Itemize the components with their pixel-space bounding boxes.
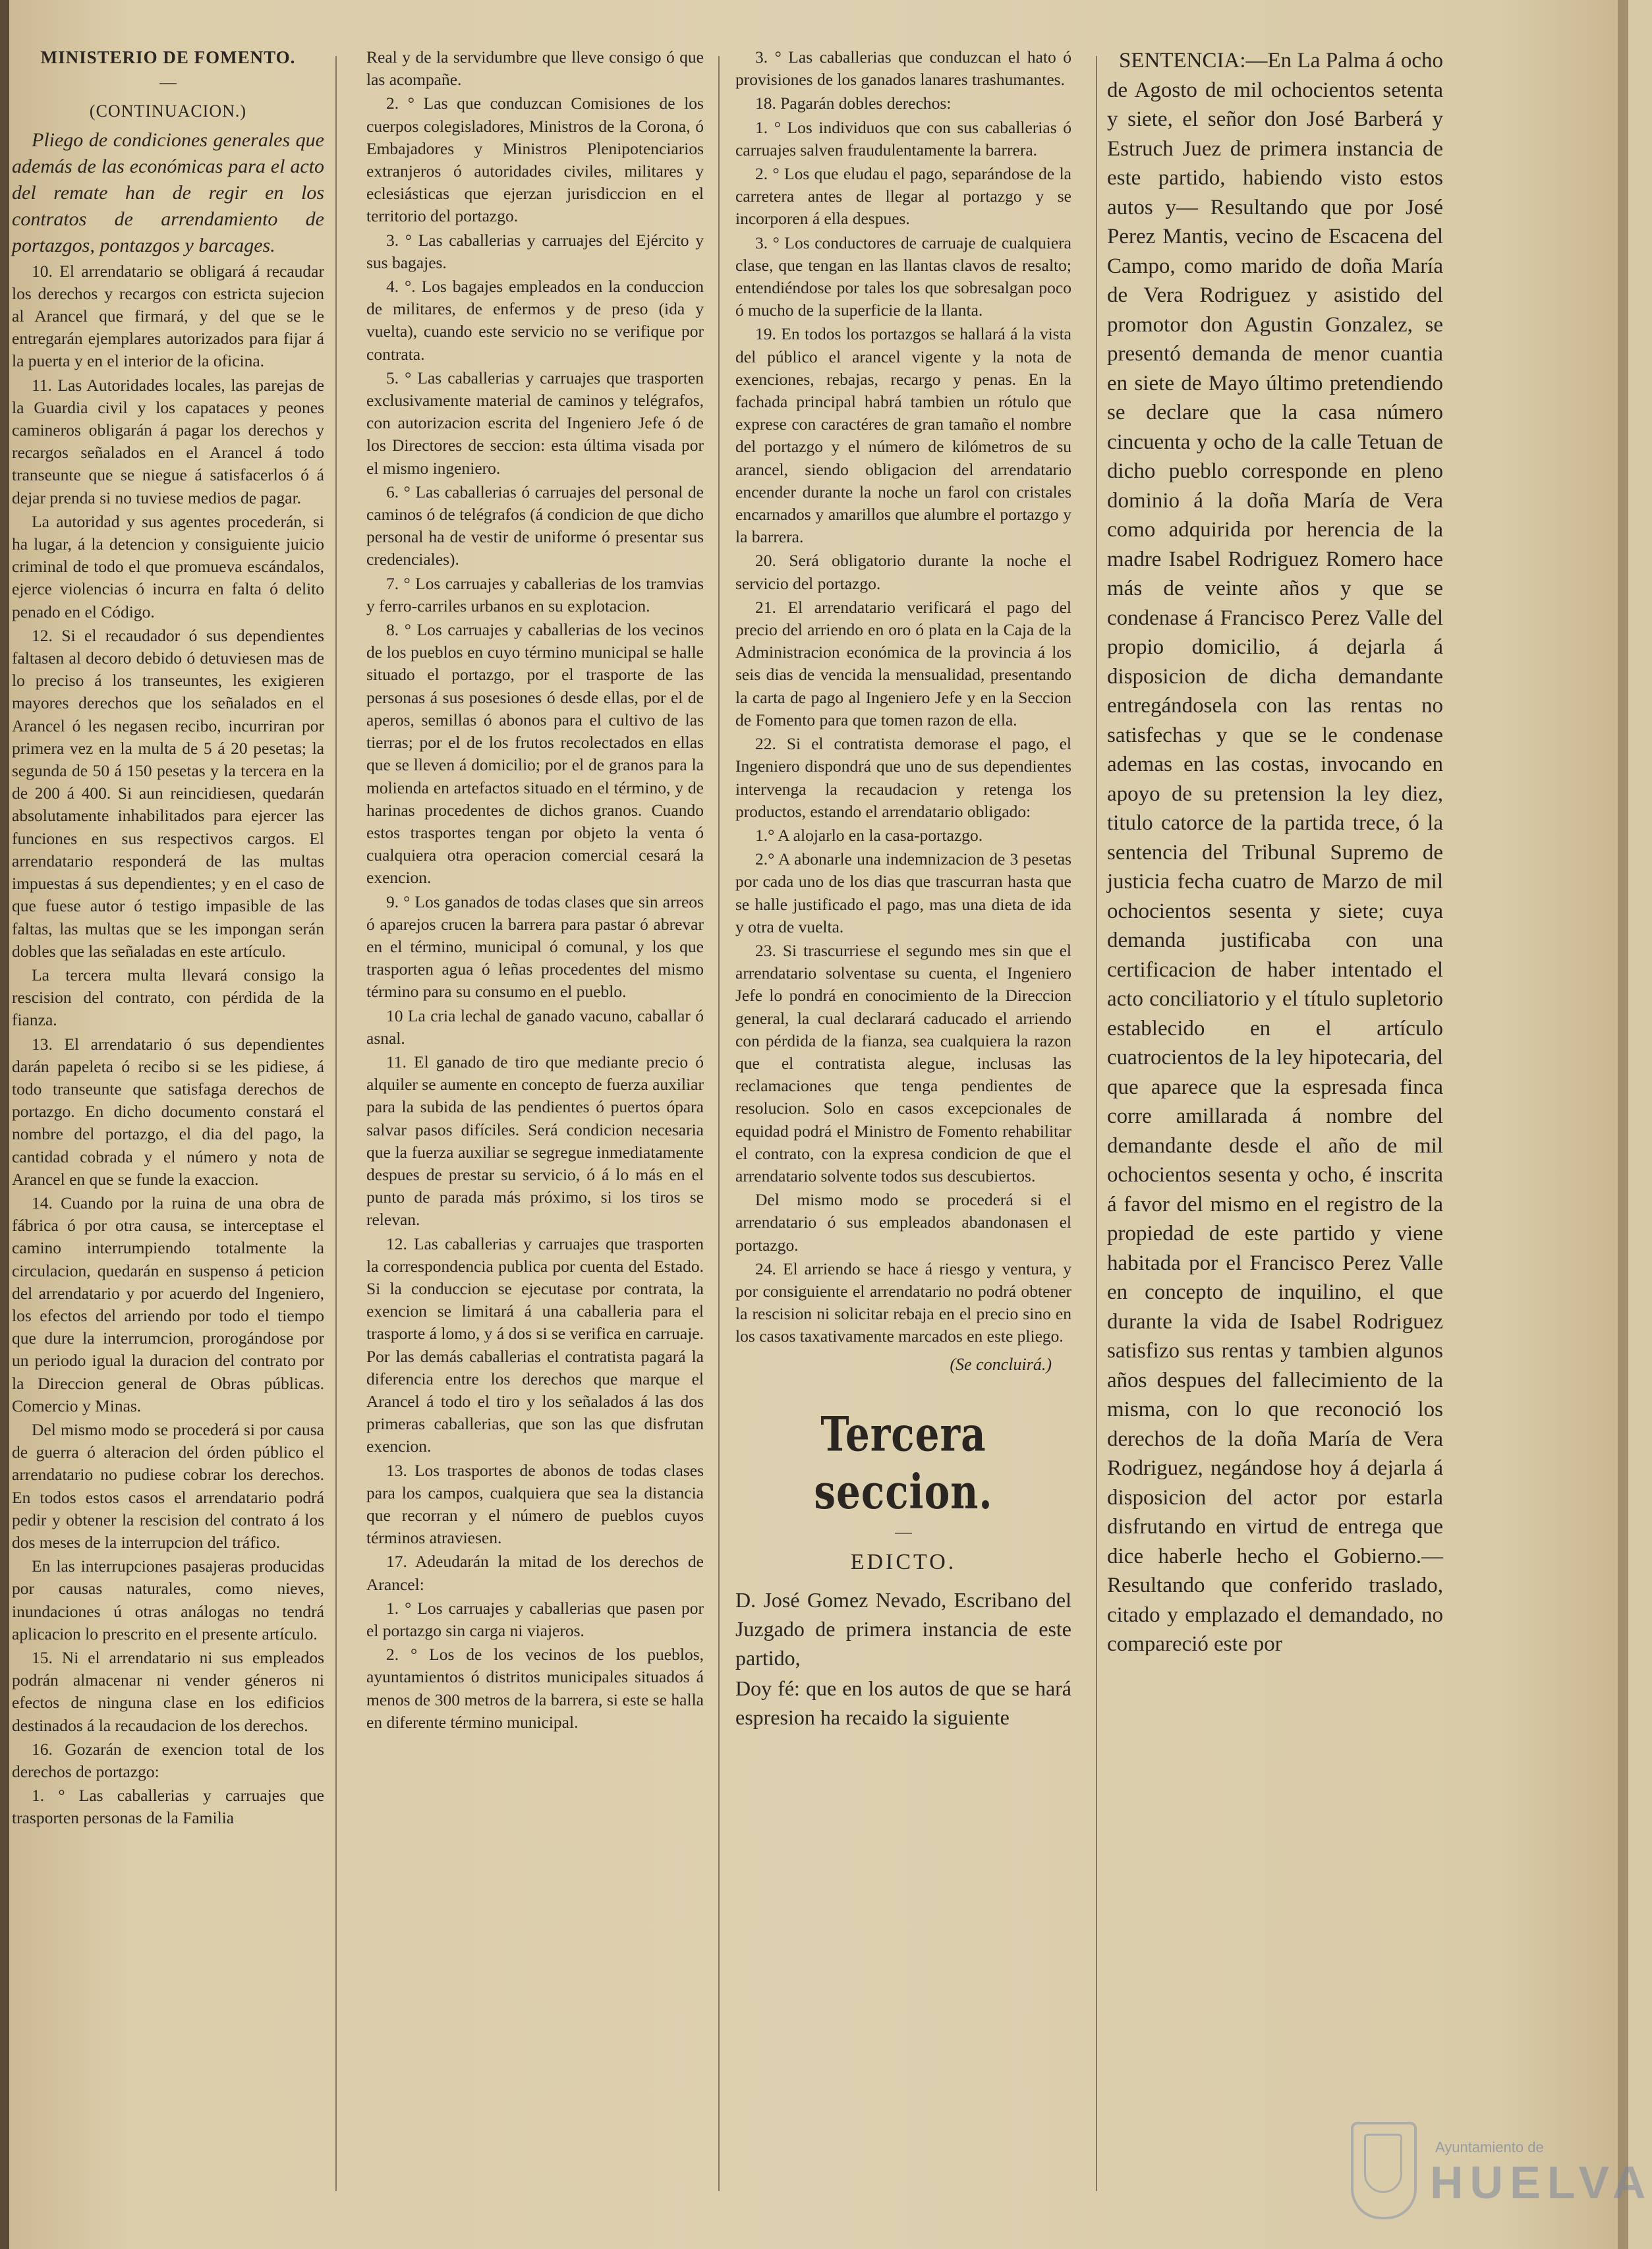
column-rule (718, 56, 720, 2191)
intro-italic: Pliego de condiciones generales que además de las económicas para el acto del remate han de regir en los contratos de arrendamiento de portazgos, pontazgos y barcages. (12, 128, 324, 256)
archive-watermark (1351, 2122, 1652, 2234)
paragraph: 13. Los trasportes de abonos de todas clases para los campos, cualquiera que sea la distancia que recorran y el número de pueblos cuyos términos atraviesen. (366, 1460, 704, 1548)
watermark-small-text: Ayuntamiento de (1435, 2139, 1544, 2155)
paragraph: 1. ° Los individuos que con sus caballerias ó carruajes salven fraudulentamente la barrera. (735, 117, 1071, 159)
paragraph: 2. ° Los de los vecinos de los pueblos, ayuntamientos ó distritos municipales situados á menos de 300 metros de la barrera, si este se halla en diferente término municipal. (366, 1645, 704, 1732)
column-rule (1096, 56, 1097, 2191)
paragraph: 12. Las caballerias y carruajes que trasporten la correspondencia publica por cuenta del Estado. Si la conduccion se ejecutase por contrata, la exencion se limitará á una caballeria para el trasporte á lomo, y á dos si se verifica en carruaje. Por las demás caballerias el contratista pagará la diferencia entre los derechos que marque el Arancel á todo el tiro y los señalados á las dos primeras caballerias, que son las que disfrutan exencion. (366, 1234, 704, 1456)
section-dash: — (895, 1522, 912, 1541)
paragraph: 10. El arrendatario se obligará á recaudar los derechos y recargos con estricta sujecion al Arancel que firmará, y del que se le entregarán ejemplares autorizados para fijar á la puerta y en el interior de la oficina. (12, 261, 324, 371)
paragraph: 12. Si el recaudador ó sus dependientes faltasen al decoro debido ó detuviesen mas de lo preciso á los transeuntes, les exigieren mayores derechos que los señalados en el Arancel ó les negasen recibo, incurriran por primera vez en la multa de 5 á 20 pesetas; la segunda de 50 á 150 pesetas y la tercera en la de 200 á 400. Si aun reincidiesen, quedarán absolutamente inhabilitados para ejercer las funciones en sus respectivos cargos. El arrendatario responderá de las multas impuestas á sus dependientes; y en el caso de que fuese autor ó testigo impasible de las faltas, las multas que se les impongan serán dobles que las señaladas en este artículo. (12, 625, 324, 961)
edicto-title: EDICTO. (850, 1549, 957, 1574)
paragraph: 11. Las Autoridades locales, las parejas de la Guardia civil y los capataces y peones camineros obligarán á pagar los derechos y recargos señalados en el Arancel á todo transeunte que se niegue á satisfacerlos ó á dejar prenda si no tuviese medios de pagar. (12, 375, 324, 507)
paragraph: 18. Pagarán dobles derechos: (755, 94, 952, 113)
watermark-city-text: HUELVA (1430, 2157, 1652, 2208)
paragraph: En las interrupciones pasajeras producidas por causas naturales, como nieves, inundaciones ú otras análogas no tendrá aplicacion lo prescrito en el presente artículo. (12, 1556, 324, 1643)
paragraph: La autoridad y sus agentes procederán, si ha lugar, á la detencion y consiguiente juicio criminal de todo el que promueva escándalos, ejerce violencias ó incurra en falta ó delito penado en el Código. (12, 511, 324, 621)
paragraph: 21. El arrendatario verificará el pago del precio del arriendo en oro ó plata en la Caja de la Administracion económica de la provincia á los seis dias de vencida la mensualidad, presentando la carta de pago al Ingeniero Jefe y en la Seccion de Fomento para que tomen razon de ella. (735, 597, 1071, 729)
paragraph: 1. ° Las caballerias y carruajes que trasporten personas de la Familia (12, 1786, 324, 1828)
page-edge-right (1618, 0, 1628, 2249)
paragraph: 14. Cuando por la ruina de una obra de fábrica ó por otra causa, se interceptase el camino interrumpiendo totalmente la circulacion, quedarán en suspenso á peticion del arrendatario y por acuerdo del Ingeniero, los efectos del arriendo por todo el tiempo que dure la interrumcion, prorogándose por un periodo igual la duracion del contrato por la Direccion general de Obras públicas. Comercio y Minas. (12, 1193, 324, 1415)
column-4 (1107, 46, 1443, 1661)
paragraph: 2.° A abonarle una indemnizacion de 3 pesetas por cada uno de los dias que trascurran hasta que se halle justificado el pago, mas una dieta de ida y otra de vuelta. (735, 849, 1071, 936)
paragraph: La tercera multa llevará consigo la rescision del contrato, con pérdida de la fianza. (12, 965, 324, 1030)
column-1 (12, 46, 324, 1831)
paragraph: 3. ° Las caballerias y carruajes del Ejército y sus bagajes. (366, 230, 704, 272)
paragraph: 1. ° Los carruajes y caballerias que pasen por el portazgo sin carga ni viajeros. (366, 1598, 704, 1641)
column-3 (735, 46, 1071, 1733)
paragraph: 8. ° Los carruajes y caballerias de los vecinos de los pueblos en cuyo término municipal se halle situado el portazgo, por el trasporte de las personas á sus posesiones ó desde ellas, por el de aperos, semillas ó abonos para el cultivo de las tierras; por el de los frutos recolectados en ellas que se lleven á domicilio; por el de granos para la molienda en artefactos situado en el término, y de harinas procedentes de dichos granos. Cuando estos trasportes tengan por objeto la venta ó cualquiera otra operacion comercial cesará la exencion. (366, 620, 704, 888)
edicto-paragraph: Doy fé: que en los autos de que se hará espresion ha recaido la siguiente (735, 1676, 1071, 1730)
crest-icon (1351, 2122, 1417, 2219)
paragraph: 16. Gozarán de exencion total de los derechos de portazgo: (12, 1739, 324, 1782)
edicto-paragraph: D. José Gomez Nevado, Escribano del Juzgado de primera instancia de este partido, (735, 1588, 1071, 1670)
paragraph: 19. En todos los portazgos se hallará á la vista del público el arancel vigente y la nota de exenciones, rebajas, recargo y penas. En la fachada principal habrá tambien un rótulo que exprese con caractéres de gran tamaño el nombre del portazgo y el número de kilómetros de su arancel, siendo obligacion del arrendatario encender durante la noche un farol con cristales encarnados y amarillos que alumbre el portazgo y la barrera. (735, 324, 1071, 547)
column-2 (366, 46, 704, 1735)
paragraph: 3. ° Los conductores de carruaje de cualquiera clase, que tengan en las llantas clavos de resalto; entendiéndose por tales los que sobresalgan poco ó mucho de la superficie de la llanta. (735, 233, 1071, 320)
page-edge-left (0, 0, 9, 2249)
continuation-label: (CONTINUACION.) (89, 101, 247, 121)
paragraph: 13. El arrendatario ó sus dependientes darán papeleta ó recibo si se les pidiese, á todo transeunte que satisfaga derechos de portazgo. En dicho documento constará el nombre del portazgo, el dia del pago, la cantidad cobrada y el número y nota de Arancel en que se funde la exaccion. (12, 1034, 324, 1189)
paragraph: 4. °. Los bagajes empleados en la conduccion de militares, de enfermos y de preso (ida y vuelta), cuando este servicio no se verifique por contrata. (366, 277, 704, 364)
header-dash: — (159, 72, 177, 92)
paragraph: 1.° A alojarlo en la casa-portazgo. (755, 825, 983, 845)
paragraph: 15. Ni el arrendatario ni sus empleados podrán almacenar ni vender géneros ni efectos de ninguna clase en los edificios destinados á la recaudacion de los derechos. (12, 1648, 324, 1735)
ministry-header: MINISTERIO DE FOMENTO. (40, 47, 296, 67)
paragraph: 2. ° Los que eludau el pago, separándose de la carretera antes de llegar al portazgo y se incorporen á ella despues. (735, 164, 1071, 229)
section-title: Tercera seccion. (814, 1406, 993, 1520)
paragraph: 23. Si trascurriese el segundo mes sin que el arrendatario solventase su cuenta, el Ingeniero Jefe lo pondrá en conocimiento de la Direccion general, la cual declarará caducado el arriendo con pérdida de la fianza, sea cualquiera la razon que el contratista alegue, inclusas las reclamaciones que tenga pendientes de resolucion. Solo en casos excepcionales de equidad podrá el Ministro de Fomento rehabilitar el contrato, con la expresa condicion de que el arrendatario solvente todos sus descubiertos. (735, 940, 1071, 1185)
paragraph: 10 La cria lechal de ganado vacuno, caballar ó asnal. (366, 1006, 704, 1048)
paragraph: 20. Será obligatorio durante la noche el servicio del portazgo. (735, 551, 1071, 593)
sentence-paragraph: SENTENCIA:—En La Palma á ocho de Agosto de mil ochocientos setenta y siete, el señor don José Barberá y Estruch Juez de primera instancia de este partido, habiendo visto estos autos y— Resultando que por José Perez Mantis, vecino de Escacena del Campo, como marido de doña María de Vera Rodriguez y asistido del promotor don Agustin Gonzalez, se presentó demanda de menor cuantia en siete de Mayo último pretendiendo se declare que la casa número cincuenta y ocho de la calle Tetuan de dicho pueblo corresponde en pleno dominio á la doña María de Vera como adquirida por herencia de la madre Isabel Rodriguez Romero hace más de veinte años y que se condenase á Francisco Perez Valle del propio domicilio, á dejarla á disposicion de dicha demandante entregándosela con las rentas no satisfechas y que se le condenase ademas en las costas, invocando en apoyo de su pretension la ley diez, titulo catorce de la partida trece, ó la sentencia del Tribunal Supremo de justicia fecha cuatro de Marzo de mil ochocientos sesenta y siete; cuya demanda justificaba con una certificacion de haber intentado el acto conciliatorio y el título supletorio establecido en el artículo cuatrocientos de la ley hipotecaria, del que aparece que la espresada finca corre amillarada á nombre del demandante desde el año de mil ochocientos sesenta y ocho, é inscrita á favor del mismo en el registro de la propiedad de este partido y viene habitada por el Francisco Perez Valle en concepto de inquilino, el que durante la vida de Isabel Rodriguez satisfizo sus rentas y tambien algunos años despues del fallecimiento de la misma, con lo que reconoció los derechos de la doña María de Vera Rodriguez, negándose hoy á dejarla á disposicion del actor por estarla disfrutando en virtud de entrega que dice haberle hecho el Gobierno.—Resultando que conferido traslado, citado y emplazado el demandado, no compareció este por (1107, 49, 1443, 1656)
paragraph: 11. El ganado de tiro que mediante precio ó alquiler se aumente en concepto de fuerza auxiliar para la subida de las pendientes ó puertos ópara salvar pasos difíciles. Será condicion necesaria que la fuerza auxiliar se segregue inmediatamente despues de prestar su servicio, ó á lo más en el punto de parada más próximo, si los tiros se relevan. (366, 1052, 704, 1230)
continued-note: (Se concluirá.) (950, 1354, 1052, 1374)
column-rule (335, 56, 337, 2191)
paragraph: 9. ° Los ganados de todas clases que sin arreos ó aparejos crucen la barrera para pastar ó abrevar en el término, municipal ó comunal, y los que trasporten agua ó leñas procedentes del mismo término para su consumo en el pueblo. (366, 892, 704, 1002)
paragraph: 7. ° Los carruajes y caballerias de los tramvias y ferro-carriles urbanos en su explotacion. (366, 573, 704, 615)
paragraph: 24. El arriendo se hace á riesgo y ventura, y por consiguiente el arrendatario no podrá obtener la rescision ni solicitar rebaja en el precio sino en los casos taxativamente marcados en este pliego. (735, 1259, 1071, 1346)
paragraph: Del mismo modo se procederá si por causa de guerra ó alteracion del órden público el arrendatario no pudiese cobrar los derechos. En todos estos casos el arrendatario podrá pedir y obtener la rescision del contrato á los dos meses de la interrupcion del tráfico. (12, 1419, 324, 1552)
paragraph: 5. ° Las caballerias y carruajes que trasporten exclusivamente material de caminos y telégrafos, con autorizacion escrita del Ingeniero Jefe ó de los Directores de seccion: esta última visada por el mismo ingeniero. (366, 368, 704, 478)
paragraph: 17. Adeudarán la mitad de los derechos de Arancel: (366, 1552, 704, 1594)
paragraph: 2. ° Las que conduzcan Comisiones de los cuerpos colegisladores, Ministros de la Corona, ó Embajadores y Ministros Plenipotenciarios extranjeros ó autoridades civiles, militares y eclesiásticas que ejerzan jurisdiccion en el territorio del portazgo. (366, 94, 704, 226)
paragraph: 6. ° Las caballerias ó carruajes del personal de caminos ó de telégrafos (á condicion de que dicho personal ha de vestir de uniforme ó presentar sus credenciales). (366, 482, 704, 569)
paragraph: 3. ° Las caballerias que conduzcan el hato ó provisiones de los ganados lanares trashumantes. (735, 47, 1071, 90)
paragraph: 22. Si el contratista demorase el pago, el Ingeniero dispondrá que uno de sus dependientes intervenga la recaudacion y retenga los productos, estando el arrendatario obligado: (735, 734, 1071, 821)
paragraph: Real y de la servidumbre que lleve consigo ó que las acompañe. (366, 47, 704, 90)
paragraph: Del mismo modo se procederá si el arrendatario ó sus empleados abandonasen el portazgo. (735, 1190, 1071, 1255)
